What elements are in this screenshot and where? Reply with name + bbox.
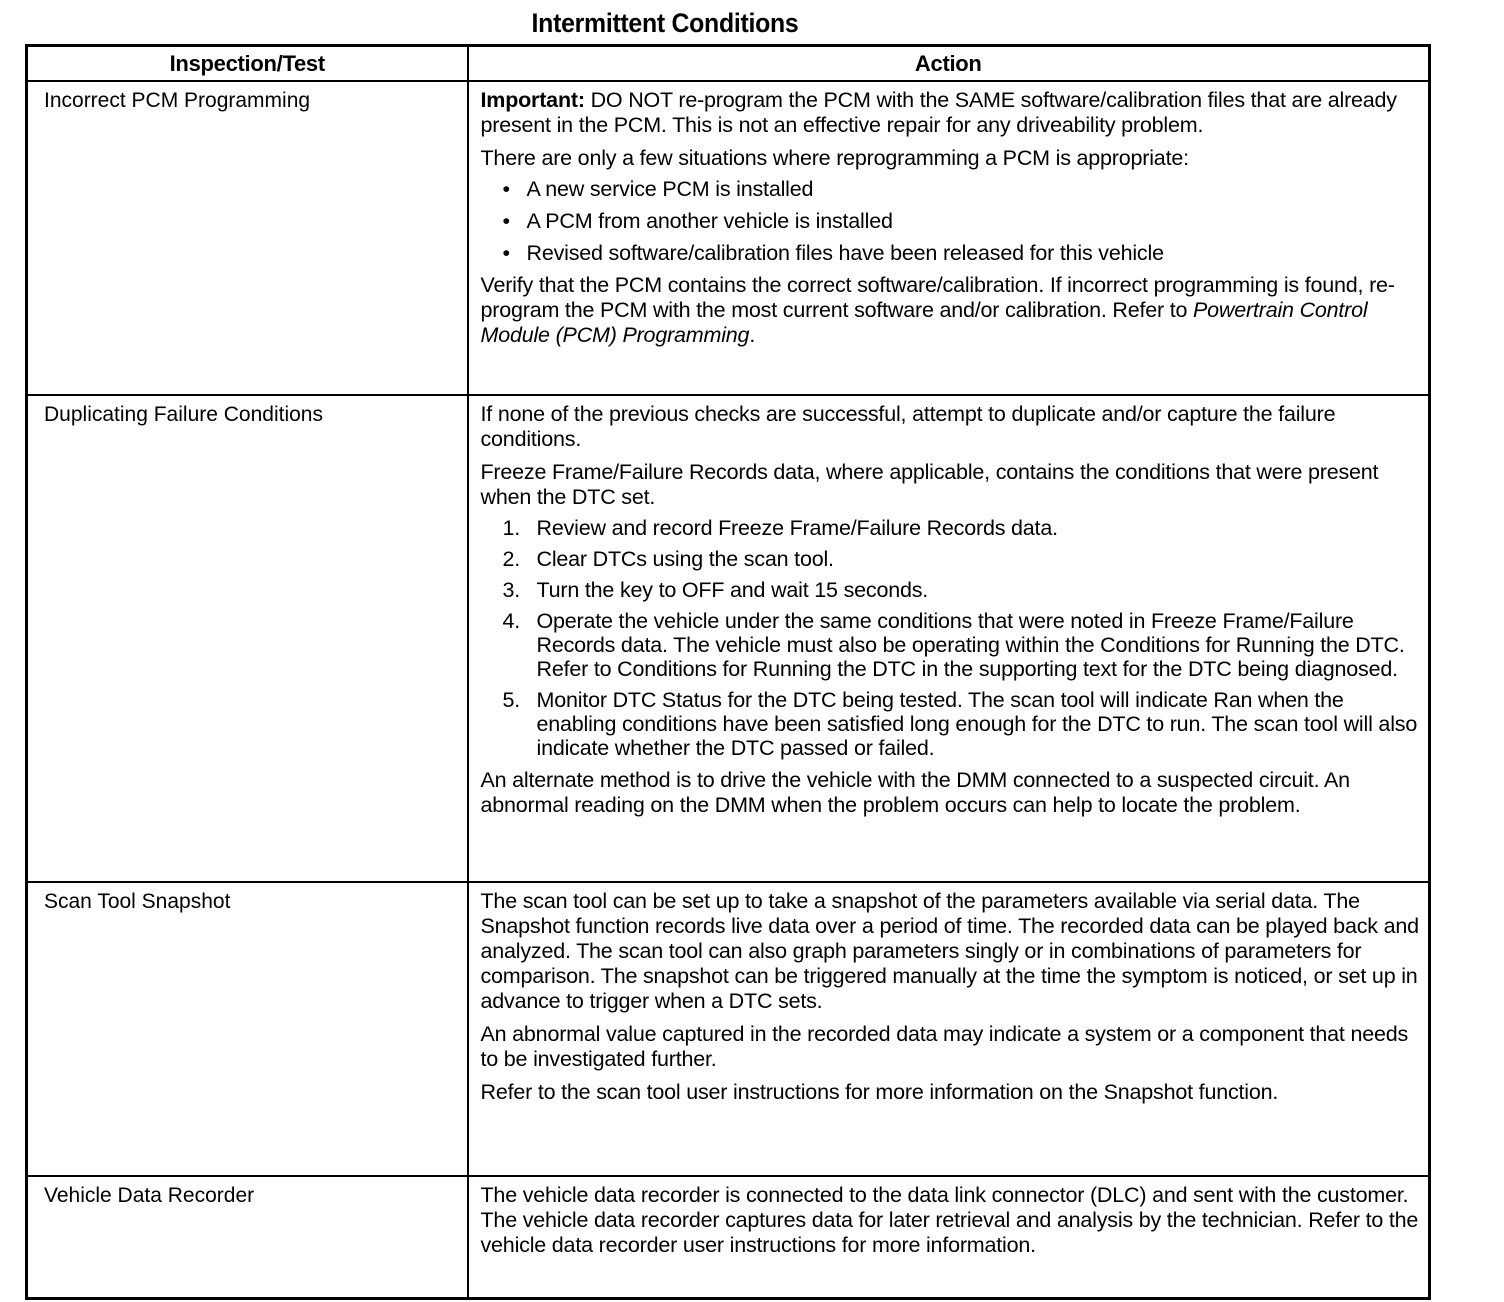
step-number: 5.	[502, 688, 521, 712]
paragraph: The vehicle data recorder is connected to the data link connector (DLC) and sent with the customer. The vehicle data recorder captures data for later retrieval and analysis by the technician. Refer to the vehicle data recorder user instructions for more information.	[480, 1183, 1419, 1257]
action-cell	[468, 1176, 1430, 1299]
step-text: Monitor DTC Status for the DTC being tested. The scan tool will indicate Ran when the enabling conditions have been satisfied long enough for the DTC to run. The scan tool will also indicate whether the DTC passed or failed.	[536, 688, 1418, 760]
list-item-text: A PCM from another vehicle is installed	[526, 209, 893, 233]
important-label: Important:	[480, 88, 585, 112]
step-number: 2.	[502, 547, 521, 571]
paragraph: The scan tool can be set up to take a snapshot of the parameters available via serial data. The Snapshot function records live data over a period of time. The recorded data can be played back and analyzed. The scan tool can also graph parameters singly or in combinations of parameters for comparison. The snapshot can be triggered manually at the time the symptom is noticed, or set up in advance to trigger when a DTC sets.	[480, 889, 1419, 1013]
table-row	[27, 81, 1430, 395]
inspection-cell: Scan Tool Snapshot	[27, 882, 468, 1176]
important-note	[481, 88, 1421, 138]
list-item	[481, 578, 1421, 602]
bullet-icon: •	[502, 209, 510, 233]
list-item	[481, 609, 1421, 681]
action-cell	[468, 882, 1430, 1176]
list-item	[481, 209, 1421, 234]
paragraph: Freeze Frame/Failure Records data, where applicable, contains the conditions that were present when the DTC set.	[480, 460, 1379, 509]
table-row	[27, 882, 1430, 1176]
paragraph: If none of the previous checks are successful, attempt to duplicate and/or capture the failure conditions.	[480, 402, 1336, 451]
list-item	[481, 516, 1421, 540]
column-header-action: Action	[468, 46, 1430, 82]
list-item	[481, 688, 1421, 760]
bullet-icon: •	[502, 241, 510, 265]
paragraph: There are only a few situations where reprogramming a PCM is appropriate:	[480, 146, 1189, 170]
verify-end: .	[749, 323, 756, 347]
inspection-cell: Incorrect PCM Programming	[27, 81, 468, 395]
paragraph	[481, 273, 1421, 348]
step-text: Clear DTCs using the scan tool.	[536, 547, 834, 571]
important-text: DO NOT re-program the PCM with the SAME software/calibration files that are already present in the PCM. This is not an effective repair for any driveability problem.	[480, 88, 1397, 137]
inspection-cell: Duplicating Failure Conditions	[27, 395, 468, 882]
table-row	[27, 395, 1430, 882]
list-item	[481, 547, 1421, 571]
numbered-list	[481, 516, 1421, 760]
table-header-row	[27, 46, 1430, 82]
verify-text: Verify that the PCM contains the correct software/calibration. If incorrect programming is found, re-program the PCM with the most current software and/or calibration. Refer to	[480, 273, 1395, 322]
step-text: Operate the vehicle under the same conditions that were noted in Freeze Frame/Failure Records data. The vehicle must also be operating within the Conditions for Running the DTC. Refer to Conditions for Running the DTC in the supporting text for the DTC being diagnosed.	[536, 609, 1405, 681]
list-item-text: Revised software/calibration files have been released for this vehicle	[526, 241, 1164, 265]
document-title: Intermittent Conditions	[531, 8, 799, 38]
list-item-text: A new service PCM is installed	[526, 177, 814, 201]
step-text: Turn the key to OFF and wait 15 seconds.	[536, 578, 929, 602]
paragraph: An alternate method is to drive the vehicle with the DMM connected to a suspected circuit. An abnormal reading on the DMM when the problem occurs can help to locate the problem.	[480, 768, 1350, 817]
action-cell	[468, 81, 1430, 395]
inspection-cell: Vehicle Data Recorder	[27, 1176, 468, 1299]
step-number: 4.	[502, 609, 521, 633]
step-number: 3.	[502, 578, 521, 602]
bullet-list	[481, 177, 1421, 266]
step-text: Review and record Freeze Frame/Failure Records data.	[536, 516, 1058, 540]
paragraph: An abnormal value captured in the recorded data may indicate a system or a component that needs to be investigated further.	[480, 1022, 1409, 1071]
paragraph: Refer to the scan tool user instructions for more information on the Snapshot function.	[480, 1080, 1279, 1104]
table-row	[27, 1176, 1430, 1299]
reference-link: Powertrain Control Module (PCM) Programming	[480, 298, 1368, 347]
list-item	[481, 177, 1421, 202]
list-item	[481, 241, 1421, 266]
step-number: 1.	[502, 516, 521, 540]
intermittent-conditions-table	[25, 44, 1431, 1300]
column-header-inspection: Inspection/Test	[27, 46, 468, 82]
action-cell	[468, 395, 1430, 882]
bullet-icon: •	[502, 177, 510, 201]
